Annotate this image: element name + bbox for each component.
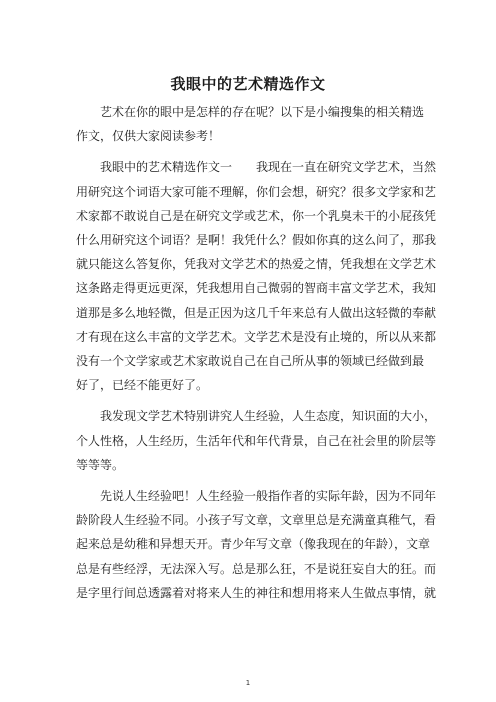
paragraph-line: 我发现文学艺术特别讲究人生经验，人生态度，知识面的大小，: [100, 409, 437, 424]
paragraph-line: 是字里行间总透露着对将来人生的神往和想用将来人生做点事情，就: [76, 585, 437, 600]
paragraph-line: 就只能这么答复你，凭我对文学艺术的热爱之情，凭我想在文学艺术: [76, 257, 437, 272]
paragraph-line: 没有一个文学家或艺术家敢说自己在自己所从事的领域已经做到最: [76, 354, 425, 369]
document-body: [76, 100, 437, 612]
paragraph-line: 等等等。: [76, 457, 125, 472]
paragraph-line: 好了，已经不能更好了。: [76, 378, 209, 393]
paragraph-line: 艺术在你的眼中是怎样的存在呢？以下是小编搜集的相关精选: [100, 105, 425, 119]
paragraph-line: 个人性格，人生经历，生活年代和年代背景，自己在社会里的阶层等: [76, 433, 437, 448]
paragraph-line: 才有现在这么丰富的文学艺术。文学艺术是没有止境的，所以从来都: [76, 329, 437, 344]
paragraph-line: 术家都不敢说自己是在研究文学或艺术，你一个乳臭未干的小屁孩凭: [76, 208, 437, 223]
paragraph-line: 起来总是幼稚和异想天开。青少年写文章（像我现在的年龄），文章: [76, 537, 431, 552]
page-number: 1: [245, 679, 251, 687]
paragraph-line: 用研究这个词语大家可能不理解，你们会想，研究？很多文学家和艺: [76, 184, 437, 199]
paragraph-line: 道那是多么地轻微，但是正因为这几千年来总有人做出这轻微的奉献: [76, 305, 437, 320]
paragraph: [76, 484, 437, 605]
paragraph: [76, 404, 437, 477]
paragraph-line: 我眼中的艺术精选作文一 我现在一直在研究文学艺术，当然: [100, 160, 437, 175]
paragraph-line: 龄阶段人生经验不同。小孩子写文章，文章里总是充满童真稚气，看: [76, 513, 437, 528]
paragraph-line: 先说人生经验吧！人生经验一般指作者的实际年龄，因为不同年: [100, 489, 437, 504]
paragraph-line: 什么用研究这个词语？是啊！我凭什么？假如你真的这么问了，那我: [76, 233, 437, 248]
paragraph-line: 作文，仅供大家阅读参考！: [76, 129, 221, 144]
document-title: 我眼中的艺术精选作文: [170, 75, 326, 93]
paragraph-line: 总是有些经浮，无法深入写。总是那么狂，不是说狂妄自大的狂。而: [76, 561, 437, 576]
paragraph: [76, 155, 437, 397]
paragraph-line: 这条路走得更远更深，凭我想用自己微弱的智商丰富文学艺术，我知: [76, 281, 437, 296]
paragraph: [76, 100, 425, 148]
